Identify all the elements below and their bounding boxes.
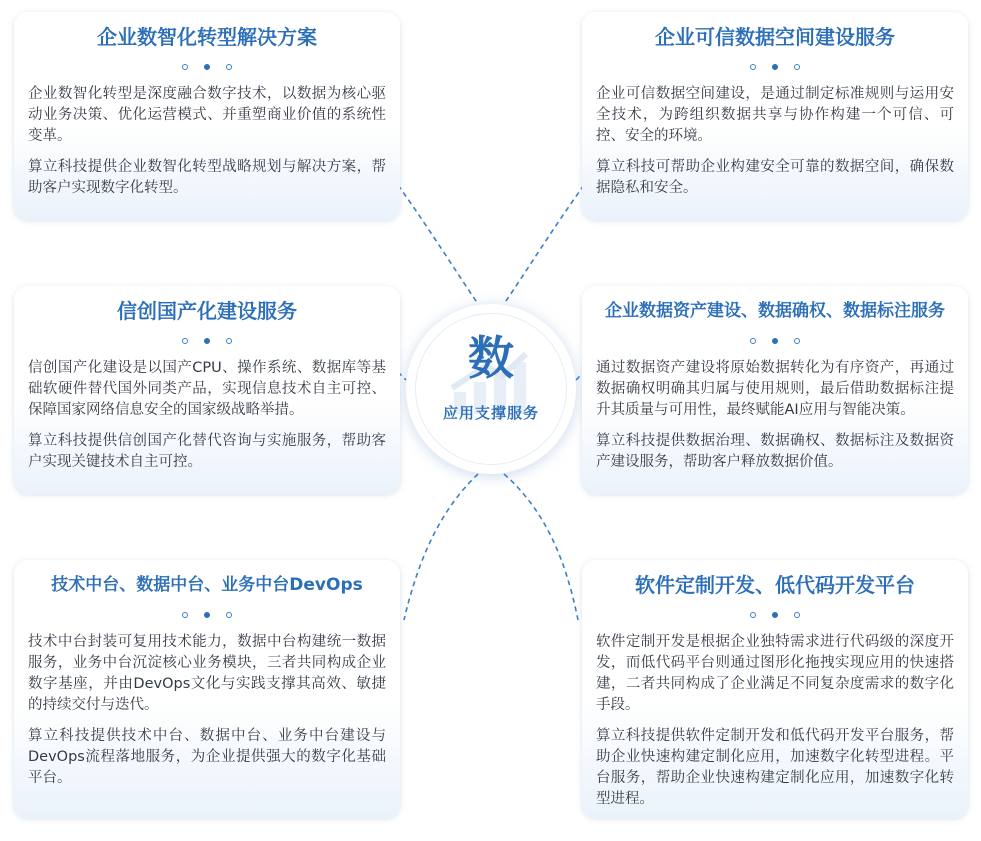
hub-circle xyxy=(406,304,576,474)
card-paragraph: 算立科技提供软件定制开发和低代码开发平台服务，帮助企业快速构建定制化应用，加速数字化转型进程。平台服务，帮助企业快速构建定制化应用，加速数字化转型进程。 xyxy=(596,728,954,807)
connector-bottom-left xyxy=(404,474,478,620)
dots-divider xyxy=(28,56,386,78)
card-paragraph: 软件定制开发是根据企业独特需求进行代码级的深度开发，而低代码平台则通过图形化拖拽实现应用的快速搭建，二者共同构成了企业满足不同复杂度需求的数字化手段。 xyxy=(596,634,954,713)
connector-bottom-right xyxy=(504,474,578,620)
card-paragraph: 信创国产化建设是以国产CPU、操作系统、数据库等基础软硬件替代国外同类产品，实现信息技术自主可控、保障国家网络信息安全的国家级战略举措。 xyxy=(28,360,386,418)
dots-divider xyxy=(596,330,954,352)
card-data-asset-services xyxy=(582,286,968,494)
card-paragraph: 算立科技提供数据治理、数据确权、数据标注及数据资产建设服务，帮助客户释放数据价值。 xyxy=(596,433,954,470)
card-paragraph: 通过数据资产建设将原始数据转化为有序资产，再通过数据确权明确其归属与使用规则，最后借助数据标注提升其质量与可用性，最终赋能AI应用与智能决策。 xyxy=(596,360,954,418)
dots-divider xyxy=(28,330,386,352)
dots-divider xyxy=(28,604,386,626)
card-paragraph: 算立科技提供信创国产化替代咨询与实施服务，帮助客户实现关键技术自主可控。 xyxy=(28,433,386,470)
card-title: 企业数据资产建设、数据确权、数据标注服务 xyxy=(605,301,945,321)
card-custom-dev-lowcode xyxy=(582,560,968,818)
connector-top-right xyxy=(504,185,584,304)
card-paragraph: 算立科技提供技术中台、数据中台、业务中台建设与DevOps流程落地服务，为企业提供强大的数字化基础平台。 xyxy=(28,728,386,786)
card-paragraph: 算立科技可帮助企业构建安全可靠的数据空间，确保数据隐私和安全。 xyxy=(596,159,954,196)
card-paragraph: 企业可信数据空间建设，是通过制定标准规则与运用安全技术，为跨组织数据共享与协作构建一个可信、可控、安全的环境。 xyxy=(596,86,954,144)
card-xinchuang-localization xyxy=(14,286,400,494)
hub-subtitle: 应用支撑服务 xyxy=(442,404,539,422)
card-title: 技术中台、数据中台、业务中台DevOps xyxy=(51,575,363,595)
card-middle-platform-devops xyxy=(14,560,400,818)
card-digital-transformation xyxy=(14,12,400,220)
card-title: 软件定制开发、低代码开发平台 xyxy=(635,573,915,597)
card-paragraph: 算立科技提供企业数智化转型战略规划与解决方案，帮助客户实现数字化转型。 xyxy=(28,159,386,196)
card-title: 信创国产化建设服务 xyxy=(117,299,297,323)
card-trusted-data-space xyxy=(582,12,968,220)
card-title: 企业数智化转型解决方案 xyxy=(97,25,317,49)
dots-divider xyxy=(596,56,954,78)
hub-main-char: 数 xyxy=(468,331,514,385)
card-title: 企业可信数据空间建设服务 xyxy=(655,25,895,49)
card-paragraph: 企业数智化转型是深度融合数字技术，以数据为核心驱动业务决策、优化运营模式、并重塑商业价值的系统性变革。 xyxy=(28,86,386,144)
connector-top-left xyxy=(398,185,478,304)
card-paragraph: 技术中台封装可复用技术能力，数据中台构建统一数据服务，业务中台沉淀核心业务模块，三者共同构成企业数字基座，并由DevOps文化与实践支撑其高效、敏捷的持续交付与迭代。 xyxy=(28,634,386,713)
dots-divider xyxy=(596,604,954,626)
